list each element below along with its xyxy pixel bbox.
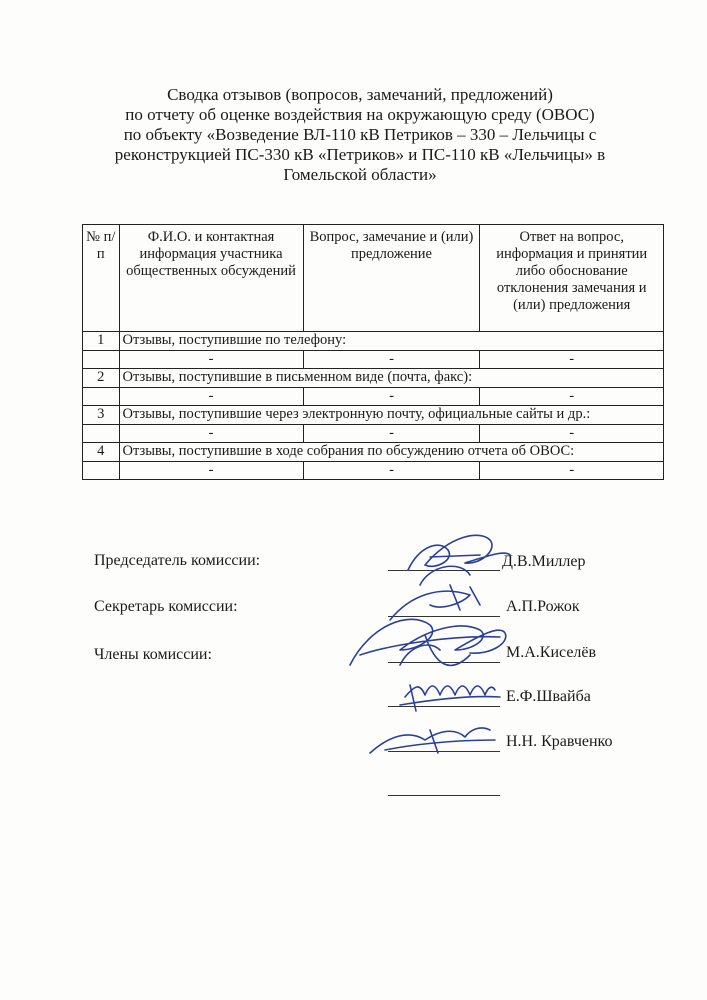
signature-stroke <box>390 585 480 620</box>
signature-stroke <box>370 728 495 753</box>
cell-participant: - <box>119 462 303 480</box>
signature-stroke <box>405 686 495 697</box>
cell-answer: - <box>480 388 664 406</box>
secretary-label: Секретарь комиссии: <box>94 598 238 615</box>
handwritten-signatures <box>330 525 570 775</box>
signature-stroke <box>408 535 510 570</box>
members-label: Члены комиссии: <box>94 646 212 663</box>
section-number: 1 <box>83 332 120 351</box>
cell-question: - <box>303 388 480 406</box>
header-participant: Ф.И.О. и контактная информация участника общественных обсуждений <box>119 225 303 332</box>
section-label: Отзывы, поступившие в ходе собрания по обсуждению отчета об ОВОС: <box>119 443 664 462</box>
header-answer: Ответ на вопрос, информация и принятии либо обоснование отклонения замечания и (или) предложения <box>480 225 664 332</box>
chairman-label: Председатель комиссии: <box>94 552 261 569</box>
cell-participant: - <box>119 425 303 443</box>
cell-participant: - <box>119 351 303 369</box>
cell-answer: - <box>480 351 664 369</box>
header-question: Вопрос, замечание и (или) предложение <box>303 225 480 332</box>
cell-question: - <box>303 462 480 480</box>
title-line: по отчету об оценке воздействия на окружающую среду (ОВОС) <box>125 105 595 124</box>
title-line: Гомельской области» <box>283 165 437 184</box>
signature-line <box>388 795 500 796</box>
signatory-name: М.А.Киселёв <box>506 644 597 661</box>
cell-answer: - <box>480 425 664 443</box>
section-number: 2 <box>83 369 120 388</box>
section-label: Отзывы, поступившие в письменном виде (почта, факс): <box>119 369 664 388</box>
cell-participant: - <box>119 388 303 406</box>
section-number: 3 <box>83 406 120 425</box>
title-line: реконструкцией ПС-330 кВ «Петриков» и ПС-110 кВ «Лельчицы» в <box>114 145 606 164</box>
cell-answer: - <box>480 462 664 480</box>
section-label: Отзывы, поступившие по телефону: <box>119 332 664 351</box>
cell-question: - <box>303 351 480 369</box>
section-number: 4 <box>83 443 120 462</box>
signatory-name: Е.Ф.Швайба <box>506 688 591 705</box>
section-label: Отзывы, поступившие через электронную почту, официальные сайты и др.: <box>119 406 664 425</box>
signatory-name: Д.В.Миллер <box>502 553 586 570</box>
cell-question: - <box>303 425 480 443</box>
title-line: по объекту «Возведение ВЛ-110 кВ Петриков – 330 – Лельчицы с <box>123 125 597 144</box>
signatory-name: Н.Н. Кравченко <box>506 733 613 750</box>
signatory-name: А.П.Рожок <box>506 598 580 615</box>
signature-stroke <box>400 685 500 711</box>
title-line: Сводка отзывов (вопросов, замечаний, предложений) <box>167 85 553 104</box>
header-number: № п/п <box>83 225 120 332</box>
